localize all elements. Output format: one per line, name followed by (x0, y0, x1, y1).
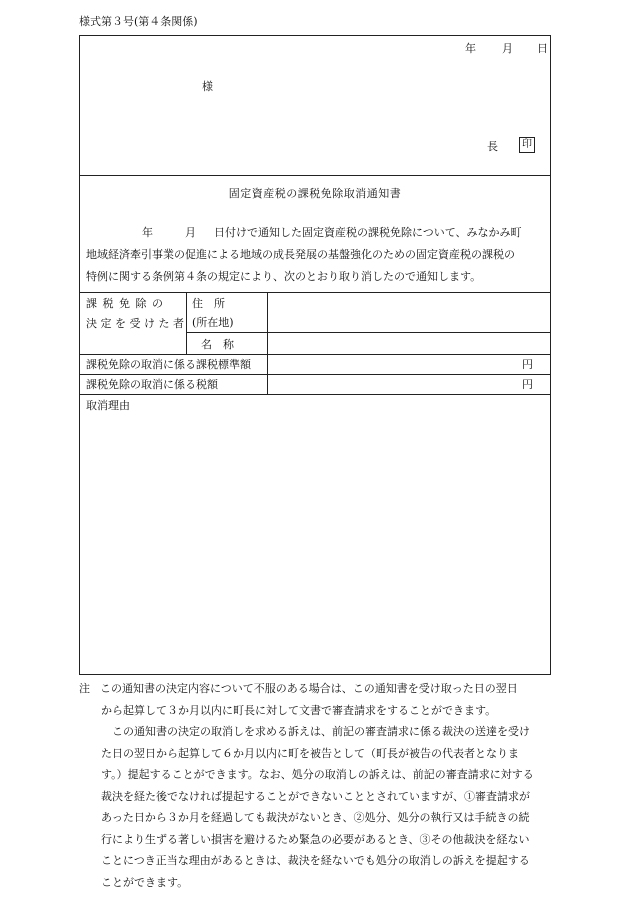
form-label: 様式第３号(第４条関係) (79, 15, 198, 28)
table-top-border (79, 292, 551, 293)
recipient-label-line-1: 課 税 免 除 の (86, 297, 164, 310)
date-day-label: 日 (537, 42, 548, 55)
tax-amount-label: 課税免除の取消に係る税額 (86, 378, 218, 391)
recipient-label-line-2: 決 定 を 受 け た 者 (86, 317, 184, 330)
address-name-divider (186, 332, 551, 333)
note-line-1: 注 この通知書の決定内容について不服のある場合は、この通知書を受け取った日の翌日 (79, 682, 518, 695)
addressee-suffix: 様 (202, 80, 213, 93)
row-divider-2 (79, 374, 551, 375)
note-line-3: この通知書の決定の取消しを求める訴えは、前記の審査請求に係る裁決の送達を受け (112, 725, 530, 738)
note-line-8: 行により生ずる著しい損害を避けるため緊急の必要があるとき、③その他裁決を経ない (101, 832, 530, 846)
note-line-7: あった日から３か月を経過しても裁決がないとき、②処分、処分の執行又は手続きの続 (101, 811, 530, 824)
document-title: 固定資産税の課税免除取消通知書 (228, 187, 402, 200)
note-line-10: ことができます。 (101, 875, 189, 889)
intro-paragraph (86, 222, 546, 288)
row-divider-1 (79, 354, 551, 355)
date-month-label: 月 (502, 42, 513, 55)
intro-month: 月 (185, 226, 196, 239)
row-divider-3 (79, 394, 551, 395)
column-divider-1 (186, 292, 187, 354)
tax-amount-yen: 円 (522, 378, 533, 391)
intro-line-2: 地域経済牽引事業の促進による地域の成長発展の基盤強化のための固定資産税の課税の (86, 248, 515, 261)
note-line-6: 裁決を経た後でなければ提起することができないこととされていますが、①審査請求が (101, 789, 530, 803)
note-line-9: ことにつき正当な理由があるときは、裁決を経ないでも処分の取消しの訴えを提起する (101, 854, 530, 867)
note-line-5: す。）提起することができます。なお、処分の取消しの訴えは、前記の審査請求に対する (101, 768, 534, 781)
column-divider-2 (267, 292, 268, 394)
date-year-label: 年 (465, 42, 476, 55)
issuer-title: 長 (487, 140, 498, 153)
reason-label: 取消理由 (86, 399, 130, 412)
header-divider (79, 175, 551, 176)
note-line-4: た日の翌日から起算して６か月以内に町を被告として（町長が被告の代表者となりま (101, 746, 519, 760)
standard-amount-yen: 円 (522, 358, 533, 371)
intro-line-1 (86, 222, 546, 244)
note-line-2: から起算して３か月以内に町長に対して文書で審査請求をすることができます。 (101, 703, 497, 717)
name-label: 名 称 (201, 338, 234, 351)
notes-section (79, 678, 554, 893)
intro-line-3: 特例に関する条例第４条の規定により、次のとおり取り消したので通知します。 (86, 270, 482, 283)
note-prefix: 注 (79, 682, 90, 695)
intro-line-1-text: 日付けで通知した固定資産税の課税免除について、みなかみ町 (214, 226, 522, 239)
form-frame (79, 35, 551, 675)
address-sub-label: (所在地) (192, 316, 234, 329)
address-label: 住 所 (192, 297, 225, 310)
standard-amount-label: 課税免除の取消に係る課税標準額 (86, 358, 251, 371)
intro-year: 年 (142, 226, 153, 239)
seal-mark: 印 (519, 137, 535, 153)
